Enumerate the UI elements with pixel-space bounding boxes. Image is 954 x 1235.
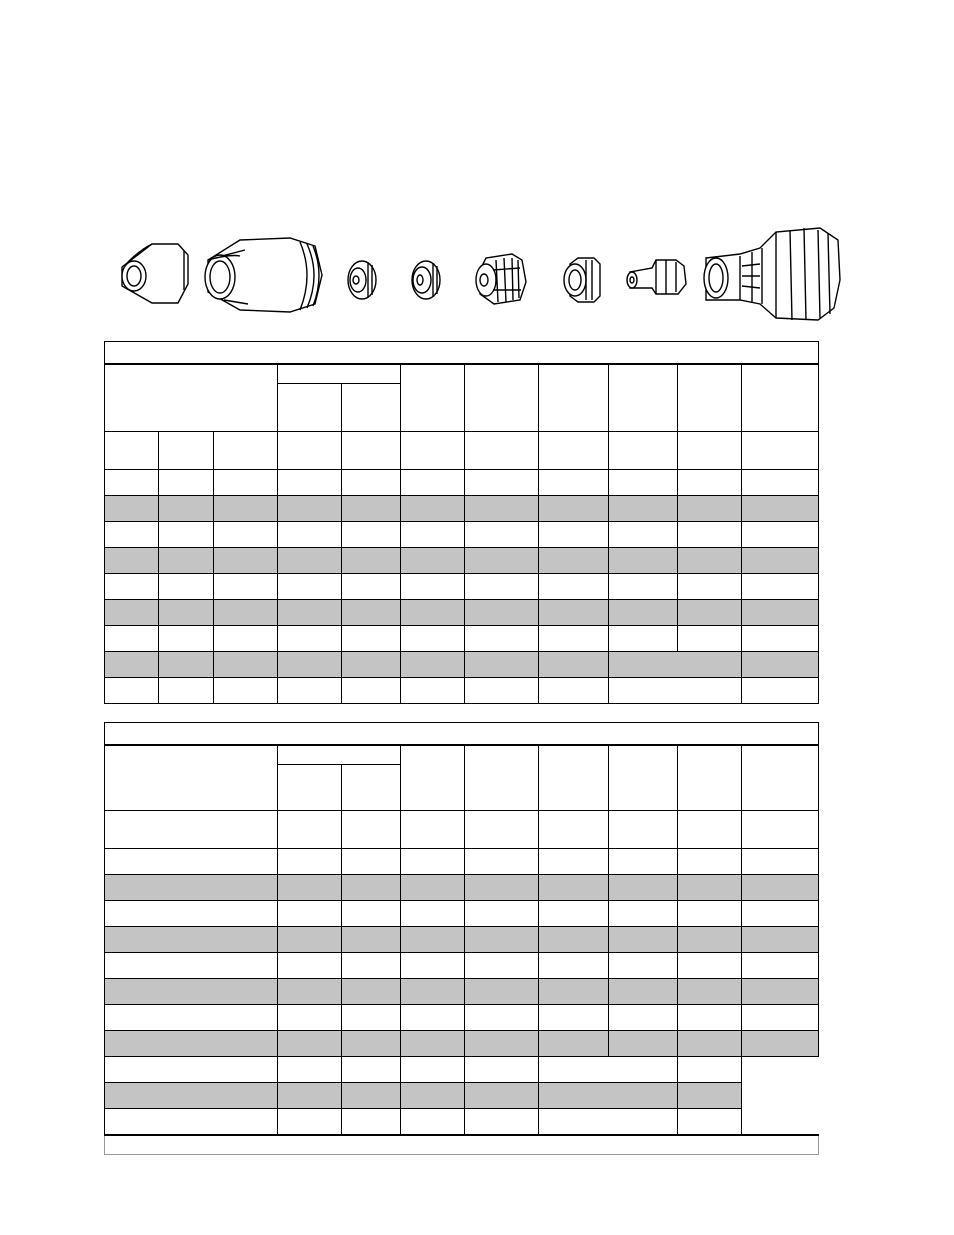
consumables-table-1 <box>104 341 819 704</box>
header-cell <box>742 745 819 811</box>
table-title <box>105 342 819 364</box>
table-cell <box>342 1057 401 1083</box>
table-cell <box>465 496 539 522</box>
table-cell <box>742 470 819 496</box>
table-cell <box>214 496 278 522</box>
table-cell <box>609 901 678 927</box>
table-cell <box>609 522 678 548</box>
retaining-cap-part <box>205 238 322 312</box>
table-cell <box>159 652 214 678</box>
table-cell <box>678 1109 742 1135</box>
table-cell <box>278 548 342 574</box>
header-cell <box>465 364 539 432</box>
table-row <box>105 678 819 704</box>
table-cell <box>278 1083 342 1109</box>
table-cell <box>214 574 278 600</box>
table-cell <box>401 927 465 953</box>
swirl-ring-part <box>476 254 526 304</box>
table-row <box>105 875 819 901</box>
table-row <box>105 574 819 600</box>
table-cell <box>401 1031 465 1057</box>
table-cell <box>105 548 159 574</box>
table-cell <box>465 927 539 953</box>
table-row <box>105 927 819 953</box>
table-cell <box>159 574 214 600</box>
header-cell <box>465 745 539 811</box>
table-row <box>105 522 819 548</box>
table-cell <box>105 953 278 979</box>
table-cell <box>678 574 742 600</box>
table-cell <box>278 470 342 496</box>
table-cell <box>539 1057 678 1083</box>
table-cell <box>401 979 465 1005</box>
table-cell <box>539 1031 609 1057</box>
table-cell <box>278 678 342 704</box>
table-cell <box>105 875 278 901</box>
table-cell <box>742 626 819 652</box>
table-cell <box>678 811 742 849</box>
table-cell <box>465 574 539 600</box>
table-cell <box>678 522 742 548</box>
header-cell <box>342 384 401 432</box>
table-cell <box>278 875 342 901</box>
table-cell <box>105 901 278 927</box>
table-cell <box>539 979 609 1005</box>
table-row <box>105 849 819 875</box>
table-cell <box>401 678 465 704</box>
table-cell <box>105 1031 278 1057</box>
table-cell <box>465 548 539 574</box>
header-cell <box>609 745 678 811</box>
table-cell <box>465 600 539 626</box>
table-row <box>105 1057 819 1083</box>
table-cell <box>539 522 609 548</box>
table-cell <box>401 811 465 849</box>
table-cell <box>342 626 401 652</box>
table-cell <box>278 1109 342 1135</box>
table-cell <box>159 626 214 652</box>
table-cell <box>401 1057 465 1083</box>
table-cell <box>539 678 609 704</box>
table-title <box>105 723 819 745</box>
table-cell <box>342 849 401 875</box>
table-cell <box>742 1005 819 1031</box>
table-cell <box>342 901 401 927</box>
table-cell <box>105 652 159 678</box>
table-cell <box>105 1083 278 1109</box>
table-cell <box>539 927 609 953</box>
table-cell <box>609 811 678 849</box>
table-cell <box>609 470 678 496</box>
table-cell <box>465 678 539 704</box>
table-cell <box>539 901 609 927</box>
table-cell <box>159 522 214 548</box>
table-cell <box>465 849 539 875</box>
table-cell <box>214 522 278 548</box>
table-cell <box>539 953 609 979</box>
header-cell <box>401 364 465 432</box>
table-cell <box>465 470 539 496</box>
header-cell <box>539 364 609 432</box>
table-cell <box>214 652 278 678</box>
table-cell <box>278 496 342 522</box>
table-cell <box>278 901 342 927</box>
table-cell <box>105 1005 278 1031</box>
table-cell <box>342 470 401 496</box>
table-cell <box>678 626 742 652</box>
header-cell <box>105 745 278 811</box>
table-cell <box>609 979 678 1005</box>
table-row <box>105 1109 819 1135</box>
table-cell <box>401 901 465 927</box>
table-cell <box>401 849 465 875</box>
table-cell <box>539 548 609 574</box>
table-cell <box>465 875 539 901</box>
table-cell <box>105 600 159 626</box>
header-cell <box>278 364 401 384</box>
table-row <box>105 548 819 574</box>
table-cell <box>678 1031 742 1057</box>
table-cell <box>105 678 159 704</box>
table-cell <box>342 1109 401 1135</box>
table-footer <box>105 1135 819 1155</box>
table-cell <box>465 1109 539 1135</box>
table-cell <box>678 979 742 1005</box>
header-cell <box>539 745 609 811</box>
table-cell <box>214 470 278 496</box>
header-cell <box>678 745 742 811</box>
table-cell <box>539 600 609 626</box>
table-cell <box>342 1083 401 1109</box>
table-cell <box>401 470 465 496</box>
table-cell <box>539 432 609 470</box>
table-cell <box>401 522 465 548</box>
table-cell <box>465 811 539 849</box>
table-cell <box>401 626 465 652</box>
table-cell <box>278 927 342 953</box>
table-cell <box>342 574 401 600</box>
table-cell <box>609 678 742 704</box>
header-cell <box>278 745 401 765</box>
table-cell <box>342 678 401 704</box>
table-cell <box>465 1057 539 1083</box>
table-cell <box>278 1031 342 1057</box>
table-row <box>105 432 819 470</box>
table-cell <box>465 901 539 927</box>
table-cell <box>609 1005 678 1031</box>
table-row <box>105 1005 819 1031</box>
table-cell <box>278 432 342 470</box>
table-cell <box>401 548 465 574</box>
header-cell <box>742 364 819 432</box>
consumables-table-2 <box>104 722 819 1155</box>
table-cell <box>678 470 742 496</box>
table-cell <box>342 652 401 678</box>
table-cell <box>609 927 678 953</box>
table-cell <box>609 548 678 574</box>
header-cell <box>609 364 678 432</box>
table-cell <box>342 1005 401 1031</box>
table-cell <box>342 600 401 626</box>
table-cell <box>539 875 609 901</box>
table-cell <box>678 548 742 574</box>
table-cell <box>105 496 159 522</box>
table-cell <box>105 811 278 849</box>
table-row <box>105 652 819 678</box>
table-cell <box>742 811 819 849</box>
table-cell <box>609 600 678 626</box>
table-cell <box>742 1031 819 1057</box>
table-cell <box>401 1109 465 1135</box>
table-cell <box>539 470 609 496</box>
table-cell <box>609 432 678 470</box>
table-cell <box>609 626 678 652</box>
table-cell <box>214 678 278 704</box>
table-cell <box>609 953 678 979</box>
table-cell <box>678 875 742 901</box>
table-cell <box>105 522 159 548</box>
table-cell <box>539 574 609 600</box>
table-cell <box>278 849 342 875</box>
table-cell <box>742 901 819 927</box>
table-cell <box>105 927 278 953</box>
table-cell <box>678 927 742 953</box>
table-cell <box>465 522 539 548</box>
table-row <box>105 953 819 979</box>
header-cell <box>105 364 278 432</box>
table-cell <box>742 849 819 875</box>
table-cell <box>609 1031 678 1057</box>
table-cell <box>159 432 214 470</box>
table-cell <box>465 953 539 979</box>
table-cell <box>678 600 742 626</box>
header-cell <box>342 765 401 811</box>
table-cell <box>401 496 465 522</box>
table-cell <box>678 1005 742 1031</box>
table-row <box>105 979 819 1005</box>
table-cell <box>401 600 465 626</box>
table-cell <box>105 626 159 652</box>
table-row <box>105 1031 819 1057</box>
water-tube-part <box>627 260 686 294</box>
table-cell <box>342 496 401 522</box>
table-cell <box>159 678 214 704</box>
table-cell <box>401 953 465 979</box>
table-cell <box>105 432 159 470</box>
table-cell <box>742 927 819 953</box>
table-cell <box>678 953 742 979</box>
table-cell <box>278 811 342 849</box>
table-cell <box>401 432 465 470</box>
table-cell <box>278 1005 342 1031</box>
nozzle-small-part <box>348 261 376 299</box>
table-cell <box>609 652 742 678</box>
table-cell <box>539 811 609 849</box>
table-cell <box>401 574 465 600</box>
table-cell <box>214 548 278 574</box>
header-cell <box>678 364 742 432</box>
table-cell <box>159 496 214 522</box>
header-cell <box>278 765 342 811</box>
table-cell <box>105 1057 278 1083</box>
nozzle-part <box>412 261 440 299</box>
table-cell <box>278 979 342 1005</box>
table-cell <box>678 496 742 522</box>
table-row <box>105 626 819 652</box>
table-cell <box>609 849 678 875</box>
table-cell <box>678 1083 742 1109</box>
electrode-part <box>564 258 600 302</box>
table-cell <box>742 574 819 600</box>
header-cell <box>401 745 465 811</box>
table-cell <box>342 927 401 953</box>
table-cell <box>742 953 819 979</box>
table-cell <box>105 574 159 600</box>
table-cell <box>105 1109 278 1135</box>
consumable-parts-illustration <box>100 220 860 330</box>
table-cell <box>539 652 609 678</box>
table-cell <box>465 432 539 470</box>
table-cell <box>342 953 401 979</box>
table-cell <box>465 626 539 652</box>
torch-body-part <box>704 228 840 320</box>
table-cell <box>278 652 342 678</box>
shield-part <box>122 244 188 303</box>
table-cell <box>609 574 678 600</box>
table-cell <box>214 600 278 626</box>
table-cell <box>678 849 742 875</box>
table-cell <box>742 522 819 548</box>
table-cell <box>342 979 401 1005</box>
table-cell <box>742 548 819 574</box>
table-cell <box>742 979 819 1005</box>
table-cell <box>401 1083 465 1109</box>
table-cell <box>342 432 401 470</box>
table-cell <box>401 1005 465 1031</box>
header-cell <box>278 384 342 432</box>
table-cell <box>609 875 678 901</box>
table-cell <box>159 470 214 496</box>
table-cell <box>278 953 342 979</box>
table-cell <box>342 522 401 548</box>
table-row <box>105 811 819 849</box>
table-cell <box>539 626 609 652</box>
table-cell <box>342 875 401 901</box>
table-cell <box>742 496 819 522</box>
table-row <box>105 600 819 626</box>
table-cell <box>539 1109 678 1135</box>
table-row <box>105 901 819 927</box>
table-cell <box>678 432 742 470</box>
table-cell <box>678 901 742 927</box>
table-cell <box>539 496 609 522</box>
table-cell <box>609 496 678 522</box>
table-cell <box>401 875 465 901</box>
table-cell <box>465 1031 539 1057</box>
table-cell <box>278 574 342 600</box>
table-cell <box>742 432 819 470</box>
table-cell <box>159 600 214 626</box>
table-cell <box>342 548 401 574</box>
table-cell <box>539 849 609 875</box>
table-cell <box>105 849 278 875</box>
table-cell <box>539 1005 609 1031</box>
table-cell <box>278 600 342 626</box>
table-row <box>105 496 819 522</box>
table-cell <box>539 1083 678 1109</box>
table-row <box>105 1083 819 1109</box>
table-cell <box>465 652 539 678</box>
table-cell <box>105 979 278 1005</box>
table-cell <box>159 548 214 574</box>
table-cell <box>342 811 401 849</box>
table-cell <box>742 600 819 626</box>
table-cell <box>342 1031 401 1057</box>
table-cell <box>105 470 159 496</box>
table-cell <box>278 626 342 652</box>
table-cell <box>214 432 278 470</box>
table-cell <box>742 875 819 901</box>
table-cell <box>465 979 539 1005</box>
table-cell <box>465 1005 539 1031</box>
table-cell <box>214 626 278 652</box>
table-cell <box>678 1057 742 1083</box>
table-cell <box>465 1083 539 1109</box>
table-cell <box>401 652 465 678</box>
table-cell <box>105 1135 819 1155</box>
table-cell <box>742 678 819 704</box>
table-cell <box>278 522 342 548</box>
table-row <box>105 470 819 496</box>
table-cell <box>742 652 819 678</box>
table-cell <box>278 1057 342 1083</box>
